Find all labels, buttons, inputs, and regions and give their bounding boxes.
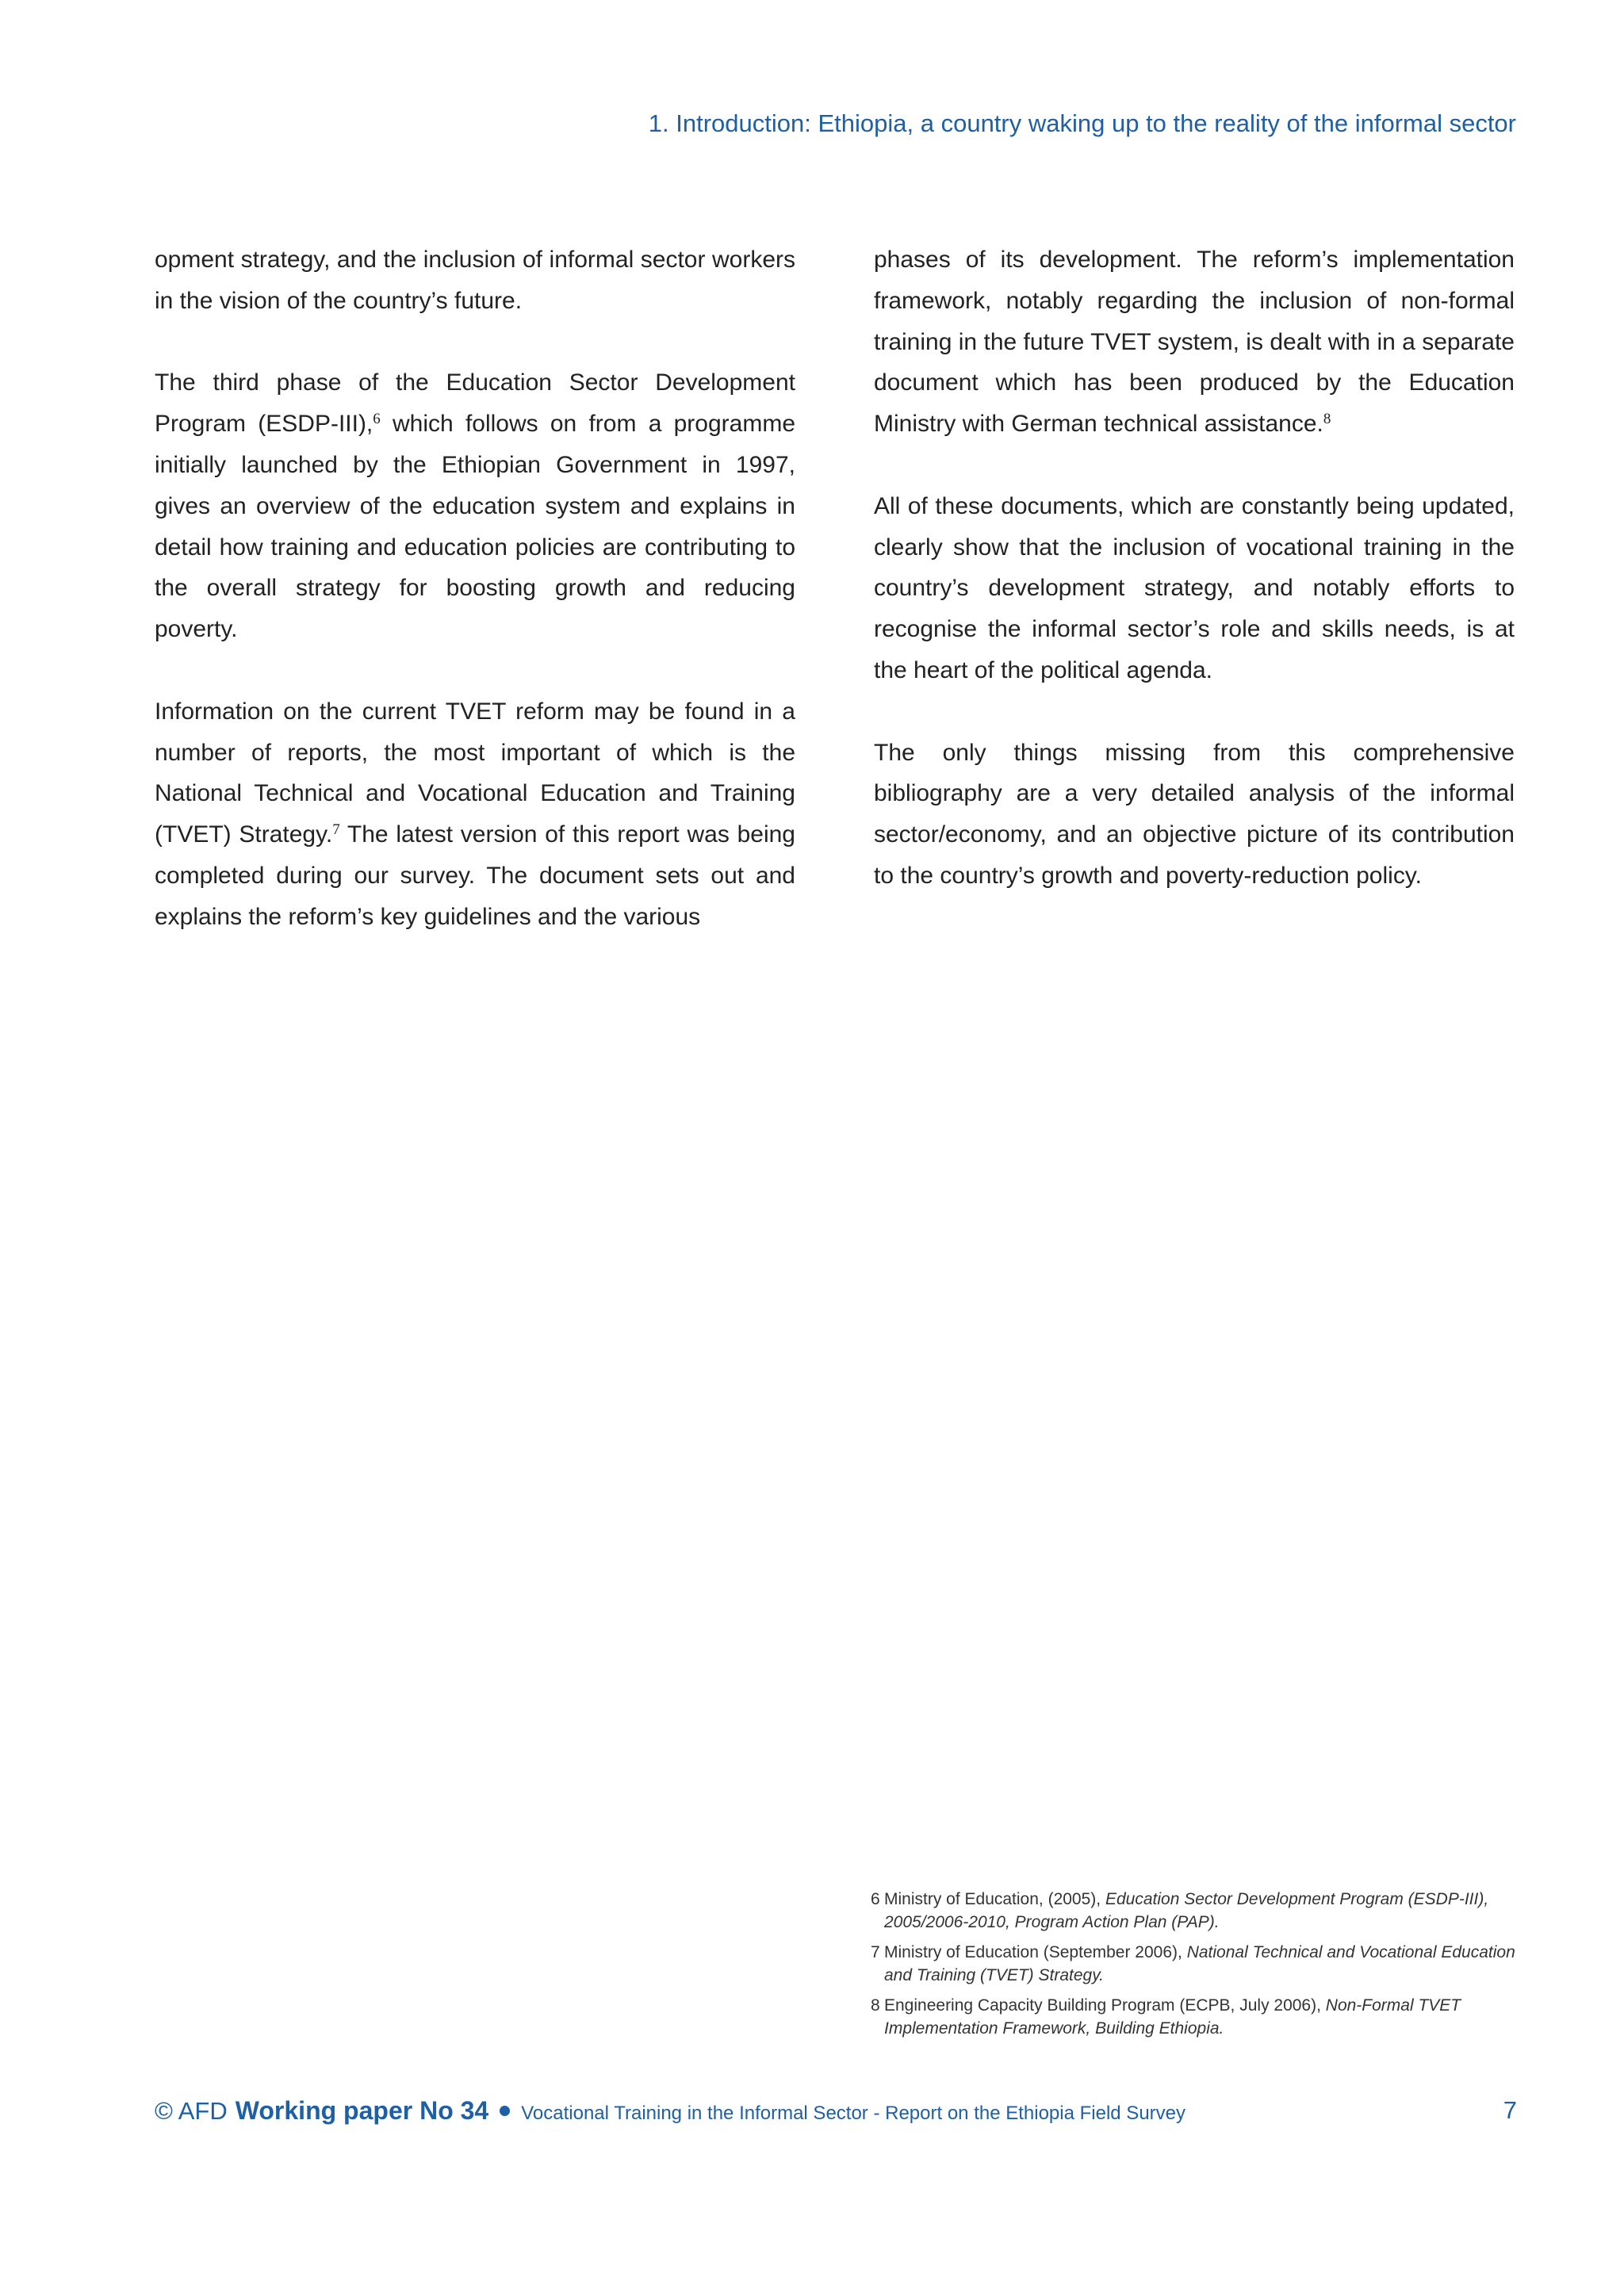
page-number: 7: [1503, 2096, 1517, 2124]
footnote-ref-6[interactable]: 6: [373, 411, 381, 428]
footnote-title: National Technical and Vocational Education and Training (TVET) Strategy.: [884, 1943, 1515, 1984]
footnote-number: 7: [871, 1943, 880, 1961]
left-paragraph-2: [155, 362, 795, 650]
footnote-number: 6: [871, 1890, 880, 1908]
footnote-title: Non-Formal TVET Implementation Framework, Building Ethiopia.: [884, 1996, 1461, 2038]
paragraph-text: which follows on from a programme initially launched by the Ethiopian Government in 1997, gives an overview of the education system and explains in detail how training and education policies are contributing to the overall strategy for boosting growth and reducing poverty.: [155, 411, 795, 643]
footnote-text: [884, 1994, 1521, 2040]
bullet-icon: [500, 2106, 510, 2116]
paragraph-text: Information on the current TVET reform may be found in a number of reports, the most important of which is the National Technical and Vocational Education and Training (TVET) Strategy.: [155, 698, 795, 848]
footnote-title: Education Sector Development Program (ESDP-III), 2005/2006-2010, Program Action Plan (PAP).: [884, 1890, 1489, 1931]
footnote-source: Ministry of Education (September 2006),: [884, 1943, 1187, 1961]
paragraph-text: The latest version of this report was being completed during our survey. The document sets out and explains the reform’s key guidelines and the various: [155, 821, 795, 930]
footnotes: [871, 1888, 1521, 2047]
left-paragraph-1: opment strategy, and the inclusion of informal sector workers in the vision of the country’s future.: [155, 247, 795, 314]
footnote-7: [871, 1941, 1521, 1987]
footnote-source: Engineering Capacity Building Program (ECPB, July 2006),: [884, 1996, 1326, 2015]
right-paragraph-2: All of these documents, which are constantly being updated, clearly show that the inclusion of vocational training in the country’s development strategy, and notably efforts to recognise the informal sector’s role and skills needs, is at the heart of the political agenda.: [874, 492, 1515, 683]
copyright: © AFD: [155, 2097, 228, 2125]
footnote-6: [871, 1888, 1521, 1934]
series-title: Working paper No 34: [235, 2096, 489, 2125]
page-footer: [155, 2096, 1517, 2131]
right-paragraph-1: [874, 239, 1515, 445]
paragraph-text: The third phase of the Education Sector Development Program (ESDP-III),: [155, 369, 795, 438]
footnote-source: Ministry of Education, (2005),: [884, 1890, 1105, 1908]
right-paragraph-3: The only things missing from this comprehensive bibliography are a very detailed analysis of the informal sector/economy, and an objective picture of its contribution to the country’s growth and poverty-reduction policy.: [874, 739, 1515, 889]
footnote-number: 8: [871, 1996, 880, 2015]
footnote-ref-7[interactable]: 7: [332, 821, 340, 839]
footnote-ref-8[interactable]: 8: [1323, 411, 1331, 428]
right-column: [874, 239, 1515, 938]
running-head: 1. Introduction: Ethiopia, a country waking up to the reality of the informal sector: [648, 109, 1516, 137]
footnote-8: [871, 1994, 1521, 2040]
document-title: Vocational Training in the Informal Sector - Report on the Ethiopia Field Survey: [521, 2103, 1186, 2124]
paragraph-text: phases of its development. The reform’s implementation framework, notably regarding the inclusion of non-formal training in the future TVET system, is dealt with in a separate document which has been produced by the Education Ministry with German technical assistance.: [874, 247, 1515, 438]
left-column: [155, 239, 795, 978]
footnote-text: [884, 1941, 1521, 1987]
footer-left: [155, 2096, 1185, 2126]
footnote-text: [884, 1888, 1521, 1934]
left-paragraph-3: [155, 691, 795, 938]
